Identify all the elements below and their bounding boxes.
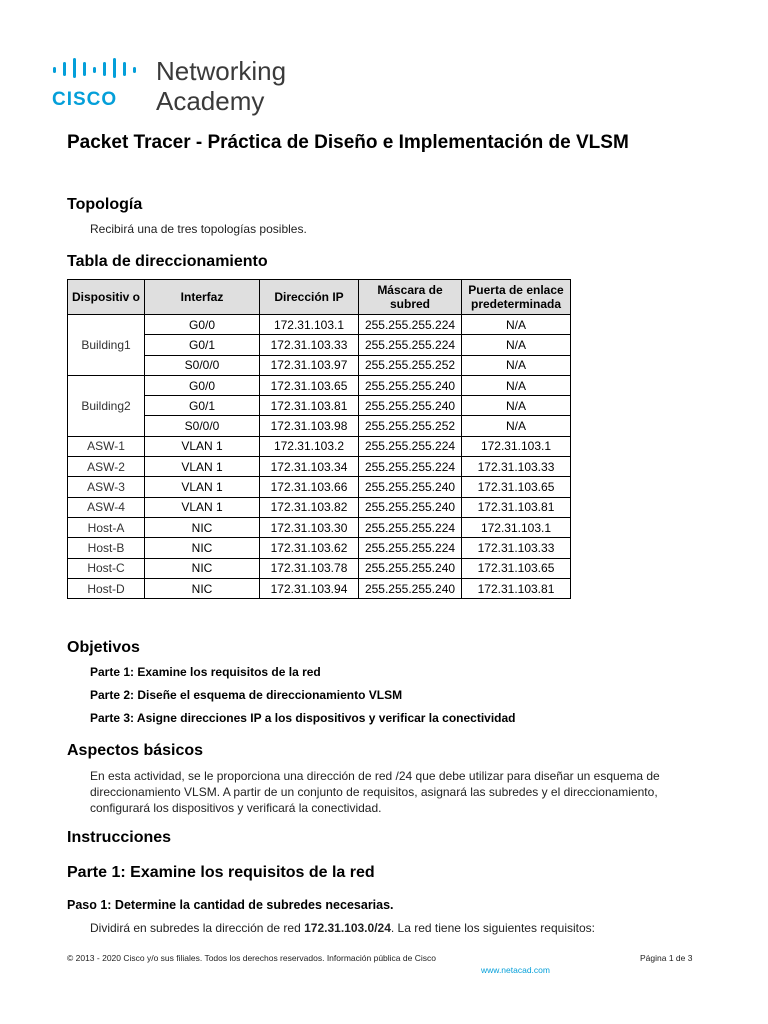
cell-puerta-enlace: 172.31.103.33: [462, 538, 571, 558]
cell-puerta-enlace: 172.31.103.1: [462, 436, 571, 456]
cell-puerta-enlace: 172.31.103.81: [462, 578, 571, 598]
table-row: [68, 436, 571, 456]
cell-direccion-ip: 172.31.103.1: [260, 315, 359, 335]
objetivo-item-1: Parte 1: Examine los requisitos de la red: [90, 665, 321, 679]
cell-direccion-ip: 172.31.103.81: [260, 396, 359, 416]
table-row: [68, 375, 571, 395]
cell-dispositivo: Host-B: [68, 538, 145, 558]
cell-direccion-ip: 172.31.103.97: [260, 355, 359, 375]
cell-interfaz: NIC: [145, 578, 260, 598]
header-interfaz: Interfaz: [145, 280, 260, 315]
cell-dispositivo: Host-A: [68, 517, 145, 537]
cell-direccion-ip: 172.31.103.78: [260, 558, 359, 578]
cell-direccion-ip: 172.31.103.30: [260, 517, 359, 537]
table-row: [68, 578, 571, 598]
cell-dispositivo: Building2: [68, 375, 145, 436]
paso1-network-address: 172.31.103.0/24: [304, 921, 391, 935]
table-row: [68, 497, 571, 517]
cell-mascara: 255.255.255.224: [359, 457, 462, 477]
table-row: [68, 517, 571, 537]
cell-puerta-enlace: 172.31.103.33: [462, 457, 571, 477]
table-row: [68, 558, 571, 578]
aspectos-heading: Aspectos básicos: [67, 742, 204, 759]
cell-interfaz: NIC: [145, 558, 260, 578]
cell-mascara: 255.255.255.240: [359, 477, 462, 497]
cell-direccion-ip: 172.31.103.66: [260, 477, 359, 497]
cell-interfaz: NIC: [145, 517, 260, 537]
cell-mascara: 255.255.255.224: [359, 538, 462, 558]
cell-dispositivo: ASW-4: [68, 497, 145, 517]
cell-mascara: 255.255.255.224: [359, 315, 462, 335]
cell-interfaz: VLAN 1: [145, 457, 260, 477]
parte1-heading: Parte 1: Examine los requisitos de la red: [67, 864, 375, 881]
cell-direccion-ip: 172.31.103.98: [260, 416, 359, 436]
cell-puerta-enlace: N/A: [462, 375, 571, 395]
cell-mascara: 255.255.255.252: [359, 355, 462, 375]
page-title: Packet Tracer - Práctica de Diseño e Implementación de VLSM: [67, 132, 629, 153]
cell-puerta-enlace: N/A: [462, 396, 571, 416]
networking-academy-logo: [52, 58, 312, 116]
cell-dispositivo: Host-D: [68, 578, 145, 598]
cell-mascara: 255.255.255.240: [359, 578, 462, 598]
objetivo-item-3: Parte 3: Asigne direcciones IP a los dispositivos y verificar la conectividad: [90, 711, 516, 725]
cell-interfaz: NIC: [145, 538, 260, 558]
cell-puerta-enlace: N/A: [462, 355, 571, 375]
footer-page-number: Página 1 de 3: [640, 953, 693, 963]
logo-networking-text: Networking: [156, 56, 287, 86]
cell-direccion-ip: 172.31.103.82: [260, 497, 359, 517]
cell-interfaz: G0/0: [145, 315, 260, 335]
aspectos-text: En esta actividad, se le proporciona una dirección de red /24 que debe utilizar para diseñar un esquema de direccionamiento VLSM. A partir de un conjunto de requisitos, asignará las subredes y el direccionamiento, configurará los dispositivos y verificará la conectividad.: [90, 769, 660, 815]
footer-netacad-link[interactable]: www.netacad.com: [481, 965, 550, 975]
table-row: [68, 538, 571, 558]
cell-puerta-enlace: N/A: [462, 416, 571, 436]
objetivos-heading: Objetivos: [67, 639, 140, 656]
cell-puerta-enlace: N/A: [462, 315, 571, 335]
cell-puerta-enlace: 172.31.103.1: [462, 517, 571, 537]
addressing-table-body: [68, 315, 571, 599]
logo-cisco-text: CISCO: [52, 89, 118, 110]
logo-academy-text: Academy: [156, 86, 265, 116]
cell-direccion-ip: 172.31.103.34: [260, 457, 359, 477]
cell-puerta-enlace: 172.31.103.65: [462, 558, 571, 578]
cell-direccion-ip: 172.31.103.94: [260, 578, 359, 598]
cell-mascara: 255.255.255.252: [359, 416, 462, 436]
cell-direccion-ip: 172.31.103.62: [260, 538, 359, 558]
cell-interfaz: G0/1: [145, 335, 260, 355]
cell-dispositivo: Building1: [68, 315, 145, 376]
paso1-text: [90, 921, 595, 935]
header-puerta-enlace: Puerta de enlace predeterminada: [462, 280, 571, 315]
table-header-row: [68, 280, 571, 315]
cell-mascara: 255.255.255.224: [359, 436, 462, 456]
cell-direccion-ip: 172.31.103.65: [260, 375, 359, 395]
cell-mascara: 255.255.255.240: [359, 558, 462, 578]
cell-mascara: 255.255.255.240: [359, 396, 462, 416]
addressing-table: [67, 279, 571, 599]
cell-interfaz: G0/1: [145, 396, 260, 416]
table-row: [68, 457, 571, 477]
cell-direccion-ip: 172.31.103.33: [260, 335, 359, 355]
header-direccion-ip: Dirección IP: [260, 280, 359, 315]
cisco-bars-icon: [52, 58, 148, 80]
header-dispositivo: Dispositiv o: [68, 280, 145, 315]
cell-dispositivo: ASW-3: [68, 477, 145, 497]
cell-interfaz: VLAN 1: [145, 436, 260, 456]
cell-dispositivo: ASW-1: [68, 436, 145, 456]
topologia-heading: Topología: [67, 196, 143, 213]
cell-interfaz: S0/0/0: [145, 355, 260, 375]
paso1-heading: Paso 1: Determine la cantidad de subredes necesarias.: [67, 898, 394, 912]
cell-puerta-enlace: N/A: [462, 335, 571, 355]
cell-puerta-enlace: 172.31.103.81: [462, 497, 571, 517]
tabla-heading: Tabla de direccionamiento: [67, 253, 268, 270]
topologia-text: Recibirá una de tres topologías posibles.: [90, 222, 307, 236]
cell-mascara: 255.255.255.224: [359, 335, 462, 355]
cell-interfaz: VLAN 1: [145, 497, 260, 517]
objetivo-item-2: Parte 2: Diseñe el esquema de direccionamiento VLSM: [90, 688, 403, 702]
cell-interfaz: G0/0: [145, 375, 260, 395]
paso1-text-after: . La red tiene los siguientes requisitos:: [390, 921, 595, 935]
cell-interfaz: S0/0/0: [145, 416, 260, 436]
cell-mascara: 255.255.255.240: [359, 497, 462, 517]
table-row: [68, 477, 571, 497]
footer-copyright: © 2013 - 2020 Cisco y/o sus filiales. Todos los derechos reservados. Información pública de Cisco: [67, 953, 436, 963]
cell-dispositivo: Host-C: [68, 558, 145, 578]
paso1-text-before: Dividirá en subredes la dirección de red: [90, 921, 305, 935]
cell-puerta-enlace: 172.31.103.65: [462, 477, 571, 497]
cell-dispositivo: ASW-2: [68, 457, 145, 477]
instrucciones-heading: Instrucciones: [67, 829, 172, 846]
cell-interfaz: VLAN 1: [145, 477, 260, 497]
cell-direccion-ip: 172.31.103.2: [260, 436, 359, 456]
table-row: [68, 315, 571, 335]
cell-mascara: 255.255.255.224: [359, 517, 462, 537]
cell-mascara: 255.255.255.240: [359, 375, 462, 395]
header-mascara: Máscara de subred: [359, 280, 462, 315]
